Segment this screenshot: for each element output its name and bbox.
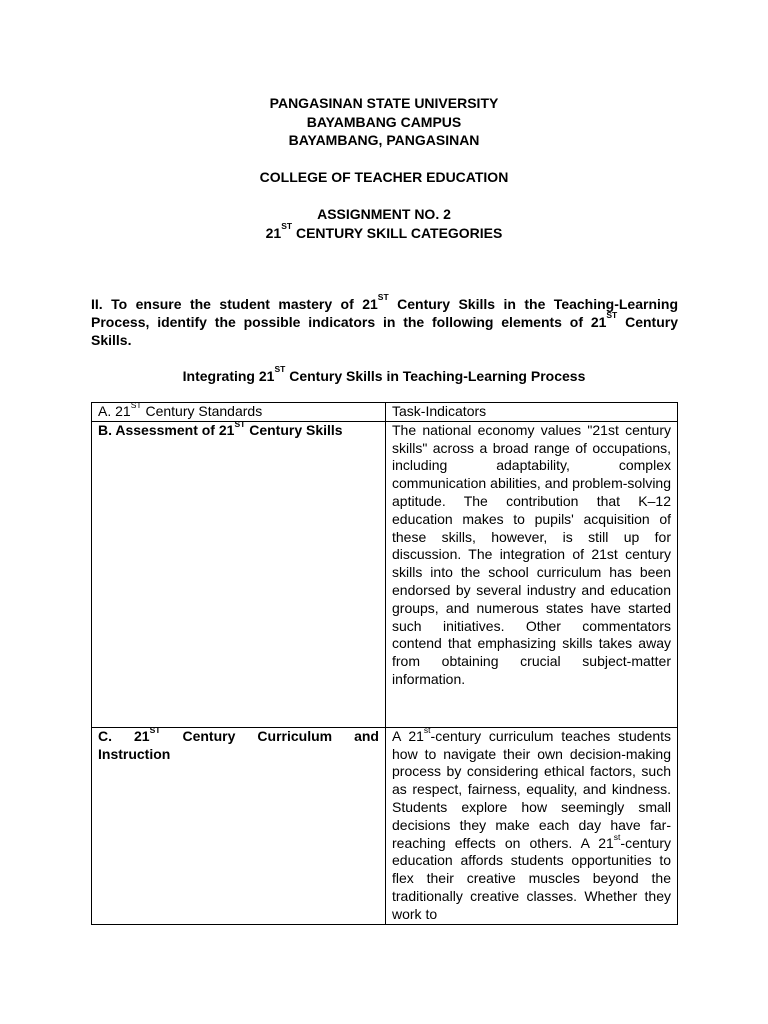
- table-row: [92, 727, 678, 924]
- table-title: Integrating 21ST Century Skills in Teaching-Learning Process: [182, 364, 586, 384]
- document-header: [0, 94, 768, 242]
- table-header-row: [92, 403, 678, 422]
- instruction-text: II. To ensure the student mastery of 21ST Century Skills in the Teaching-Learning Process, identify the possible indicators in the following elements of 21ST Century Skills.: [91, 292, 678, 348]
- row-label-assessment: B. Assessment of 21ST Century Skills: [92, 421, 386, 727]
- skills-table: [91, 402, 678, 925]
- row-label-curriculum: C. 21ST Century Curriculum and Instruction: [92, 727, 386, 924]
- university-name: PANGASINAN STATE UNIVERSITY: [269, 95, 499, 111]
- campus-location: BAYAMBANG, PANGASINAN: [288, 132, 480, 148]
- college-name: COLLEGE OF TEACHER EDUCATION: [259, 169, 509, 185]
- row-text-curriculum: A 21st-century curriculum teaches students how to navigate their own decision-making process by considering ethical factors, such as respect, fairness, equality, and kindness. Students explore how seemingly small decisions they make each day have far-reaching effects on others. A 21st-century education affords students opportunities to flex their creative muscles beyond the traditionally creative classes. Whether they work to: [386, 727, 678, 924]
- campus-name: BAYAMBANG CAMPUS: [306, 113, 462, 130]
- row-text-assessment: The national economy values "21st century skills" across a broad range of occupations, including adaptability, complex communication abilities, and problem-solving aptitude. The contribution that K–12 education makes to pupils' acquisition of these skills, however, is still up for discussion. The integration of 21st century skills into the school curriculum has been endorsed by several industry and education groups, and numerous states have started such initiatives. Other commentators contend that emphasizing skills takes away from obtaining crucial subject-matter information.: [386, 421, 678, 727]
- assignment-topic: 21ST CENTURY SKILL CATEGORIES: [265, 220, 503, 241]
- header-cell-standards: A. 21ST Century Standards: [92, 403, 386, 422]
- header-cell-indicators: Task-Indicators: [386, 403, 678, 422]
- table-row: [92, 421, 678, 727]
- assignment-number: ASSIGNMENT NO. 2: [317, 206, 451, 222]
